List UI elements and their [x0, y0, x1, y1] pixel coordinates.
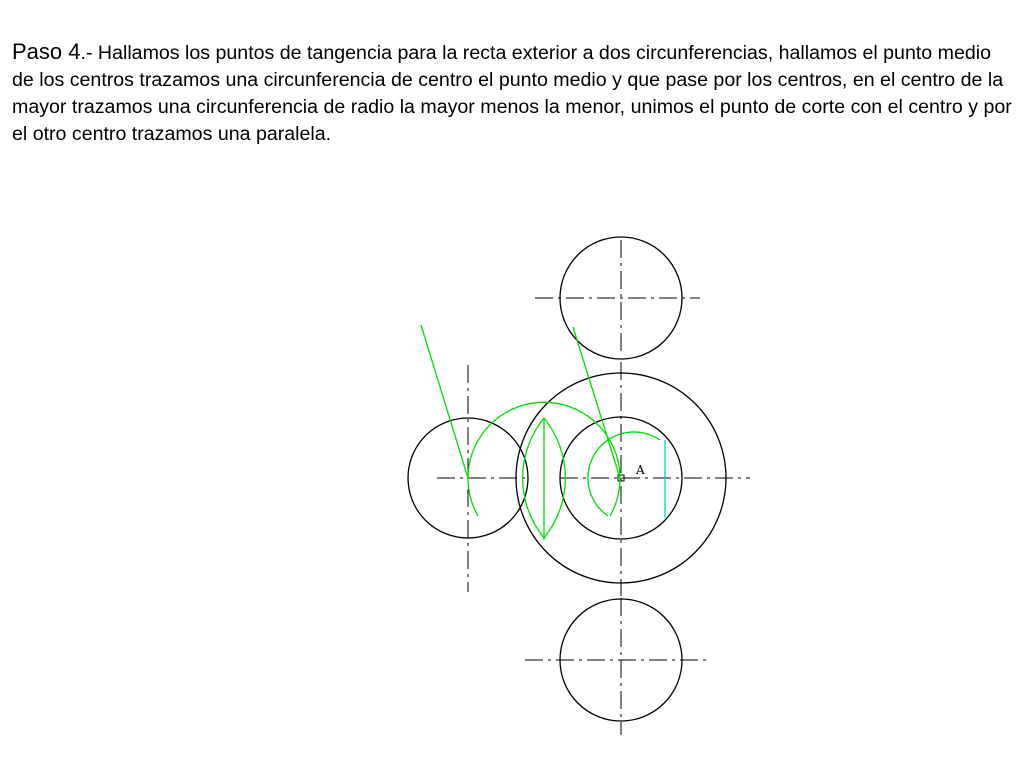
top-circle-group — [535, 237, 700, 359]
parallel-line-small-center — [421, 325, 468, 478]
large-circle-group — [516, 362, 750, 596]
step-body: Hallamos los puntos de tangencia para la recta exterior a dos circunferencias, hallamos el punto medio de los centros trazamos una circunferencia de centro el punto medio y que pase por los centros, en el centro de la mayor trazamos una circunferencia de radio la mayor menos la menor, unimos el punto de corte con el centro y por el otro centro trazamos una paralela. — [12, 42, 1012, 145]
radius-difference-arc — [588, 432, 660, 516]
center-point-label: A — [636, 463, 645, 477]
bottom-circle-group — [525, 598, 708, 735]
step-title: Paso 4 — [12, 39, 81, 64]
construction-lines — [421, 325, 660, 540]
left-circle-group — [408, 365, 530, 592]
step-separator: .- — [80, 42, 93, 64]
radius-line-large-center — [573, 327, 620, 478]
bisector-arc-left — [523, 418, 544, 538]
